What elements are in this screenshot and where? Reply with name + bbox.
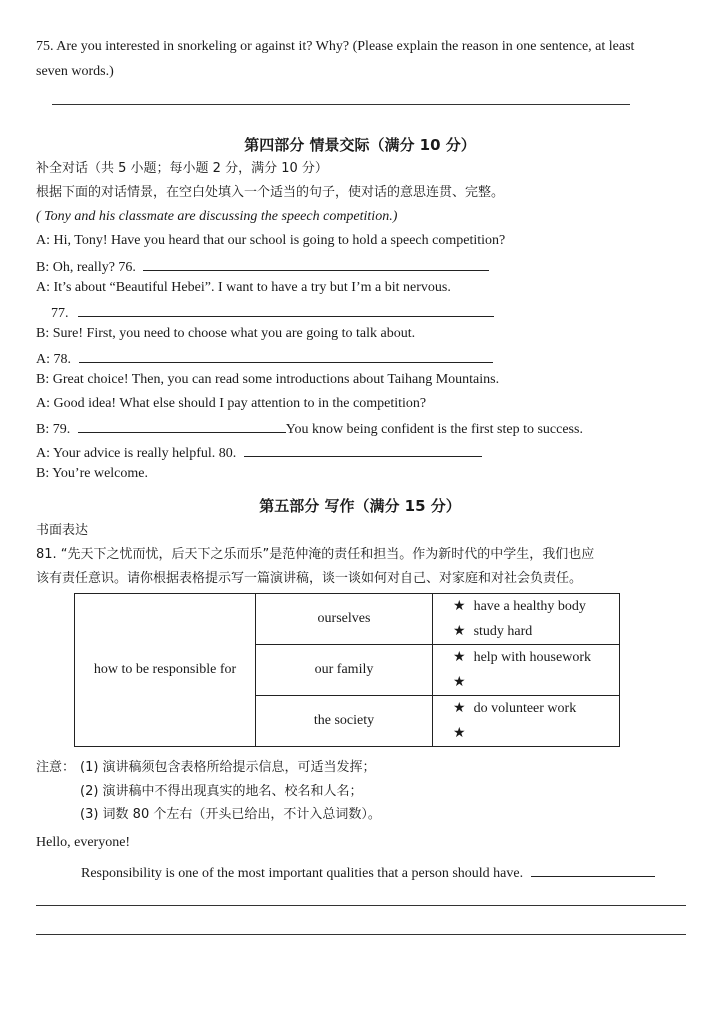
dialogue-line-5: B: Sure! First, you need to choose what you are going to talk about. [36, 326, 416, 341]
hint-text: have a healthy body [473, 599, 586, 614]
star-icon: ★ [453, 725, 466, 741]
dialogue-line-1: A: Hi, Tony! Have you heard that our school is going to hold a speech competition? [36, 233, 506, 248]
hint-text: do volunteer work [473, 701, 577, 716]
hint-item [453, 645, 619, 670]
essay-answer-line-2[interactable] [36, 934, 686, 935]
table-left-cell: how to be responsible for [75, 594, 256, 747]
hint-text: study hard [473, 624, 533, 639]
table-row [75, 594, 620, 645]
essay-opening [81, 862, 655, 883]
q75-line-2: seven words.) [36, 64, 114, 79]
hint-item [453, 619, 619, 644]
star-icon: ★ [453, 700, 466, 716]
part4-subtitle: 补全对话（共 5 小题；每小题 2 分，满分 10 分） [36, 161, 328, 176]
dialogue-line-79 [36, 418, 583, 439]
note-2: (2) 演讲稿中不得出现真实的地名、校名和人名； [80, 784, 363, 799]
note-1: (1) 演讲稿须包含表格所给提示信息，可适当发挥； [80, 760, 376, 775]
star-icon: ★ [453, 649, 466, 665]
dialogue-line-78-text: A: 78. [36, 352, 71, 367]
hint-item [453, 721, 619, 746]
dialogue-line-12: B: You’re welcome. [36, 466, 148, 481]
dialogue-line-3: A: It’s about “Beautiful Hebei”. I want to have a try but I’m a bit nervous. [36, 280, 451, 295]
table-hint-cell [433, 645, 620, 696]
blank-78[interactable] [79, 348, 493, 363]
q81-prompt-line-1: 81. “先天下之忧而忧，后天下之乐而乐”是范仲淹的责任和担当。作为新时代的中学生，我们也应 [36, 547, 595, 562]
hint-text: help with housework [473, 650, 591, 665]
notes-label: 注意： [36, 760, 76, 775]
blank-76[interactable] [143, 256, 489, 271]
table-target-cell: our family [256, 645, 433, 696]
blank-79[interactable] [78, 418, 286, 433]
part5-subtitle: 书面表达 [36, 523, 89, 538]
hint-item [453, 670, 619, 695]
star-icon: ★ [453, 674, 466, 690]
table-target-cell: ourselves [256, 594, 433, 645]
dialogue-context: ( Tony and his classmate are discussing the speech competition.) [36, 209, 398, 224]
table-hint-cell [433, 594, 620, 645]
note-3: (3) 词数 80 个左右（开头已给出，不计入总词数）。 [80, 807, 381, 822]
hint-table [74, 593, 620, 747]
dialogue-line-78 [36, 348, 493, 369]
q75-line-1: 75. Are you interested in snorkeling or against it? Why? (Please explain the reason in one sentence, at least [36, 39, 635, 54]
star-icon: ★ [453, 598, 466, 614]
dialogue-line-77-text: 77. [51, 306, 69, 321]
part4-instruction: 根据下面的对话情景，在空白处填入一个适当的句子，使对话的意思连贯、完整。 [36, 185, 505, 200]
dialogue-line-76-text: B: Oh, really? 76. [36, 260, 136, 275]
essay-opening-text: Responsibility is one of the most important qualities that a person should have. [81, 866, 524, 881]
dialogue-line-79-text: B: 79. [36, 422, 71, 437]
dialogue-line-80 [36, 442, 482, 463]
dialogue-line-80-text: A: Your advice is really helpful. 80. [36, 446, 237, 461]
blank-80[interactable] [244, 442, 482, 457]
dialogue-line-76 [36, 256, 489, 277]
essay-opening-blank[interactable] [531, 862, 655, 877]
part5-title: 第五部分 写作（满分 15 分） [259, 497, 461, 515]
star-icon: ★ [453, 623, 466, 639]
essay-greeting: Hello, everyone! [36, 835, 131, 850]
blank-77[interactable] [78, 302, 494, 317]
essay-answer-line-1[interactable] [36, 905, 686, 906]
dialogue-line-79-tail: You know being confident is the first step to success. [285, 422, 583, 437]
q75-answer-line[interactable] [52, 104, 630, 105]
hint-item [453, 594, 619, 619]
dialogue-line-7: B: Great choice! Then, you can read some introductions about Taihang Mountains. [36, 372, 500, 387]
hint-item [453, 696, 619, 721]
table-hint-cell [433, 696, 620, 747]
q81-prompt-line-2: 该有责任意识。请你根据表格提示写一篇演讲稿，谈一谈如何对自己、对家庭和对社会负责任。 [36, 571, 583, 586]
table-target-cell: the society [256, 696, 433, 747]
dialogue-line-8: A: Good idea! What else should I pay attention to in the competition? [36, 396, 427, 411]
part4-title: 第四部分 情景交际（满分 10 分） [244, 136, 476, 154]
dialogue-line-77 [51, 302, 494, 323]
